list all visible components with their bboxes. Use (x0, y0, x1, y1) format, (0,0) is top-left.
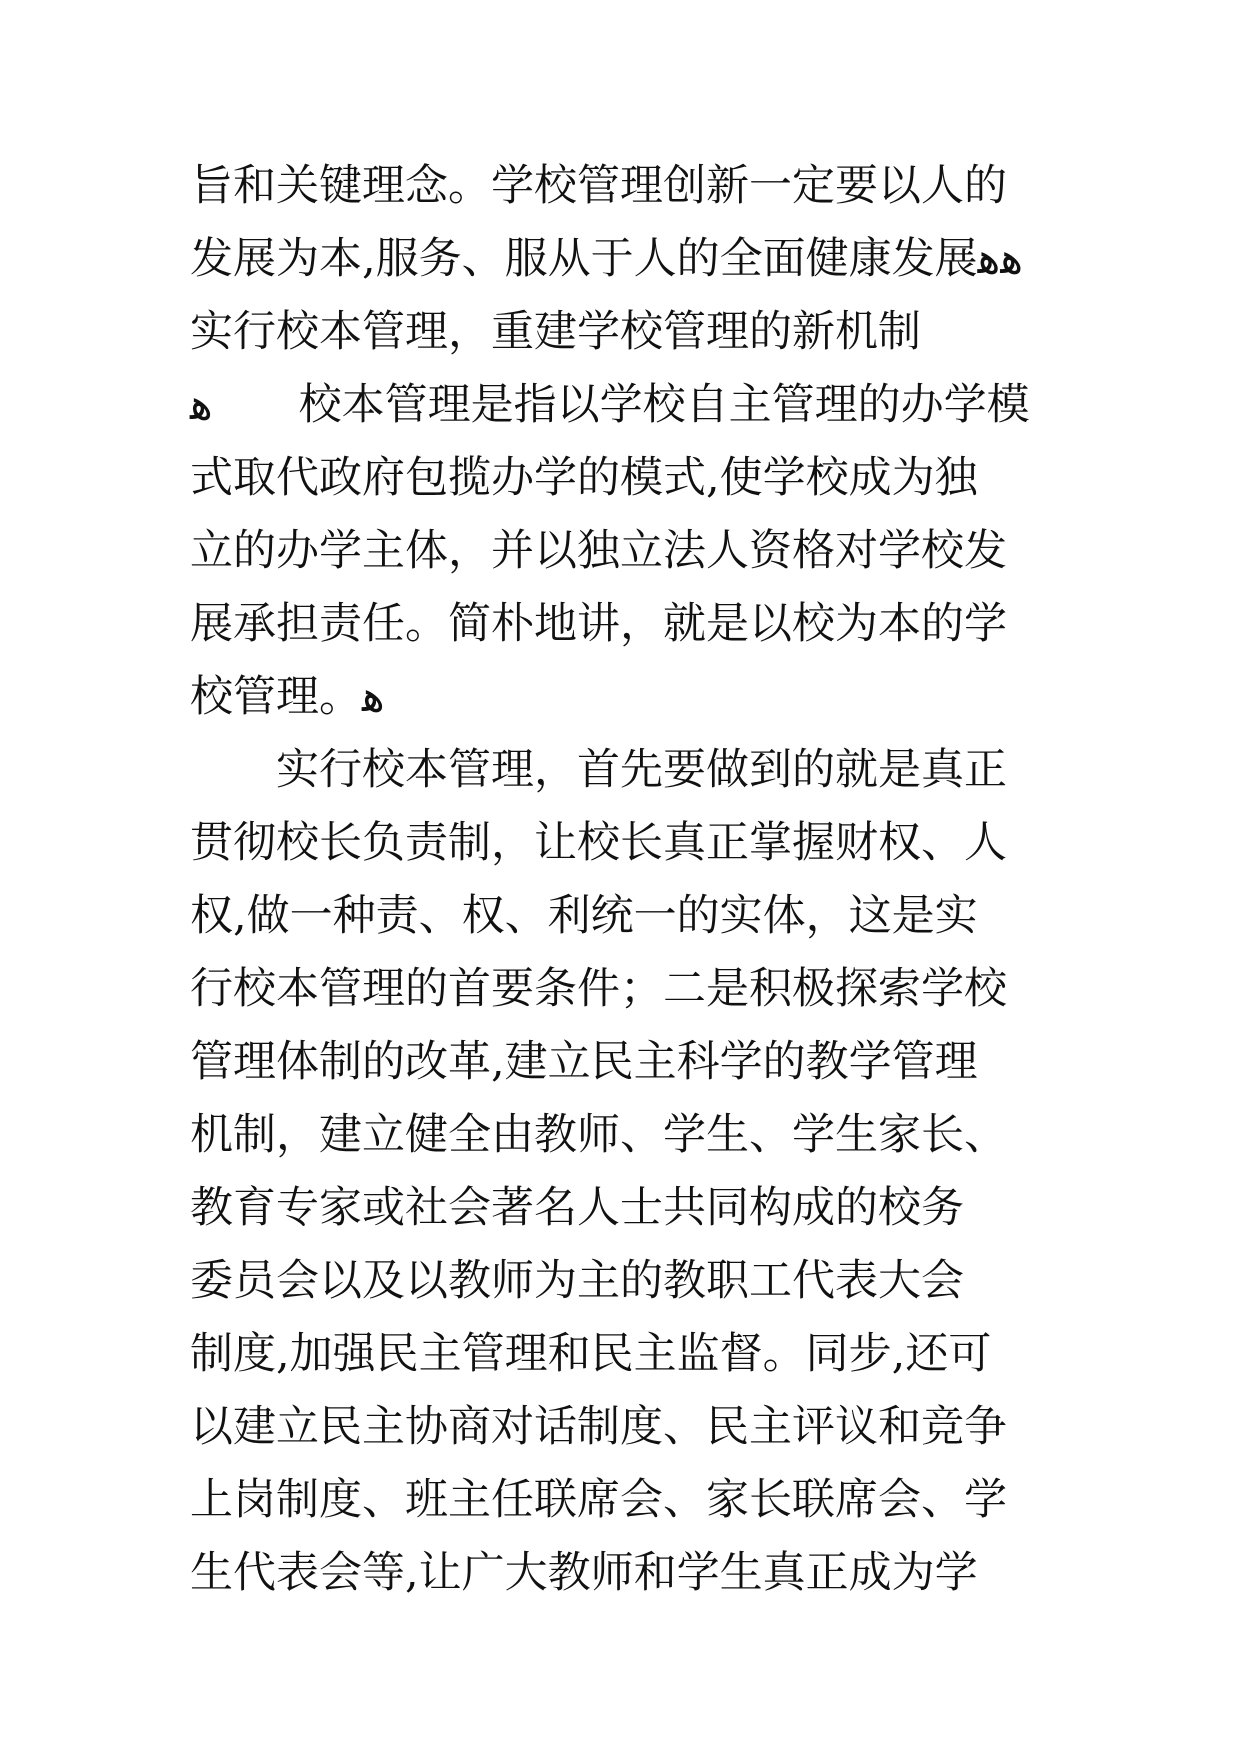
text-line: 校管理。ﻫ (190, 672, 385, 722)
text-line: 机制，建立健全由教师、学生、学生家长、 (190, 1110, 1007, 1160)
text-line: 式取代政府包揽办学的模式,使学校成为独 (190, 453, 978, 503)
text-line: 行校本管理的首要条件；二是积极探索学校 (190, 964, 1007, 1014)
text-line: 发展为本,服务、服从于人的全面健康发展ﻫﻫ (190, 234, 1024, 284)
text-line: 以建立民主协商对话制度、民主评议和竞争 (190, 1402, 1007, 1452)
text-line: 贯彻校长负责制，让校长真正掌握财权、人 (190, 818, 1007, 868)
text-line: 实行校本管理，首先要做到的就是真正 (190, 745, 1007, 795)
text-line: 委员会以及以教师为主的教职工代表大会 (190, 1256, 964, 1306)
text-line: 制度,加强民主管理和民主监督。同步,还可 (190, 1329, 992, 1379)
text-line: ﻫ 校本管理是指以学校自主管理的办学模 (190, 380, 1030, 430)
text-line: 实行校本管理，重建学校管理的新机制 (190, 307, 921, 357)
text-line: 管理体制的改革,建立民主科学的教学管理 (190, 1037, 978, 1087)
text-line: 旨和关键理念。学校管理创新一定要以人的 (190, 161, 1007, 211)
text-line: 权,做一种责、权、利统一的实体，这是实 (190, 891, 978, 941)
text-line: 生代表会等,让广大教师和学生真正成为学 (190, 1548, 978, 1598)
text-line: 立的办学主体，并以独立法人资格对学校发 (190, 526, 1007, 576)
text-line: 展承担责任。简朴地讲，就是以校为本的学 (190, 599, 1007, 649)
text-line: 教育专家或社会著名人士共同构成的校务 (190, 1183, 964, 1233)
text-line: 上岗制度、班主任联席会、家长联席会、学 (190, 1475, 1007, 1525)
